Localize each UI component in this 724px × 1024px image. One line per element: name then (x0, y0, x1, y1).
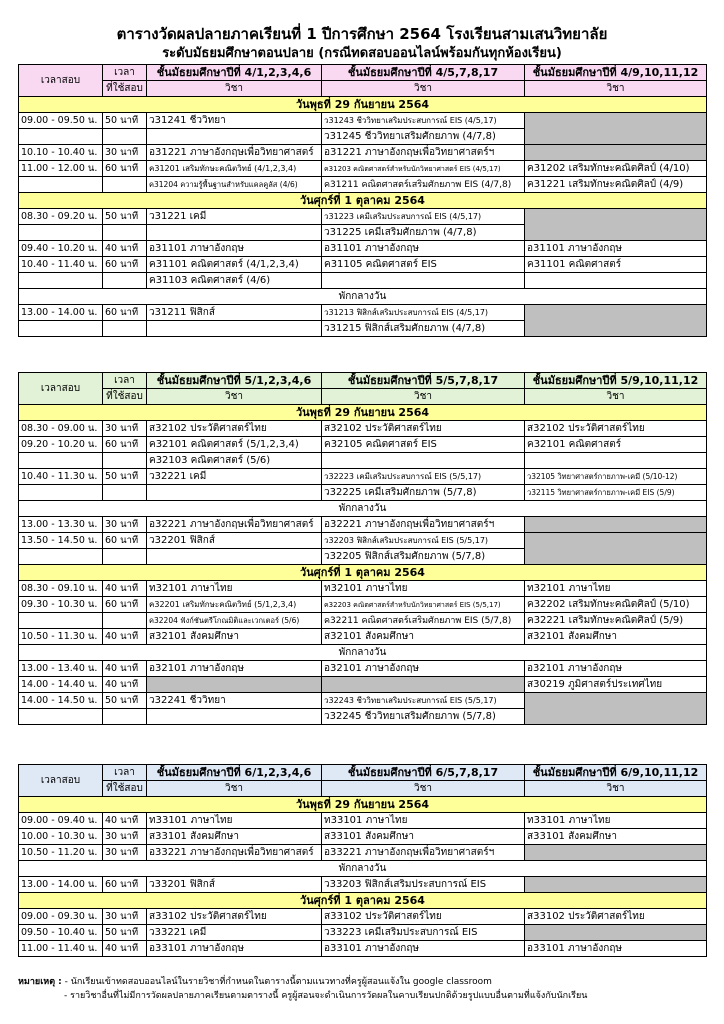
subject-cell: ว31225 เคมีเสริมศักยภาพ (4/7,8) (322, 225, 525, 241)
subject-cell: อ33221 ภาษาอังกฤษเพื่อวิทยาศาสตร์ฯ (322, 845, 525, 861)
exam-time: 08.30 - 09.00 น. (19, 421, 103, 437)
exam-time (19, 129, 103, 145)
subject-cell: ท32101 ภาษาไทย (147, 581, 322, 597)
footnote (18, 975, 587, 1003)
subject-cell: อ33101 ภาษาอังกฤษ (322, 941, 525, 957)
table-row (19, 533, 707, 549)
exam-duration (103, 613, 147, 629)
lunch-break: พักกลางวัน (19, 645, 707, 661)
subject-header: วิชา (525, 81, 707, 97)
subject-cell: ว33221 เคมี (147, 925, 322, 941)
table-row (19, 421, 707, 437)
exam-duration (103, 453, 147, 469)
exam-time (19, 709, 103, 725)
exam-duration: 60 นาที (103, 257, 147, 273)
footnote-line (18, 975, 587, 989)
subject-cell: อ31101 ภาษาอังกฤษ (525, 241, 707, 257)
day-header: วันพุธที่ 29 กันยายน 2564 (19, 405, 707, 421)
exam-duration: 50 นาที (103, 113, 147, 129)
exam-time: 13.00 - 14.00 น. (19, 877, 103, 893)
subject-cell: ส32102 ประวัติศาสตร์ไทย (525, 421, 707, 437)
exam-time: 10.10 - 10.40 น. (19, 145, 103, 161)
table-row (19, 241, 707, 257)
subject-cell: ว32221 เคมี (147, 469, 322, 485)
exam-time: 11.00 - 12.00 น. (19, 161, 103, 177)
subject-cell: ว32105 วิทยาศาสตร์กายภาพ-เคมี (5/10-12) (525, 469, 707, 485)
group-header: ชั้นมัธยมศึกษาปีที่ 4/9,10,11,12 (525, 65, 707, 81)
day-header: วันศุกร์ที่ 1 ตุลาคม 2564 (19, 193, 707, 209)
subject-cell: ว32201 ฟิสิกส์ (147, 533, 322, 549)
table-row (19, 677, 707, 693)
page-subtitle: ระดับมัธยมศึกษาตอนปลาย (กรณีทดสอบออนไลน์พร้อมกันทุกห้องเรียน) (162, 46, 562, 61)
subject-cell: ว31215 ฟิสิกส์เสริมศักยภาพ (4/7,8) (322, 321, 525, 337)
exam-time: 14.00 - 14.50 น. (19, 693, 103, 709)
group-header: ชั้นมัธยมศึกษาปีที่ 5/5,7,8,17 (322, 373, 525, 389)
exam-duration: 40 นาที (103, 241, 147, 257)
exam-time: 13.50 - 14.50 น. (19, 533, 103, 549)
day-header: วันศุกร์ที่ 1 ตุลาคม 2564 (19, 565, 707, 581)
time-header: เวลาสอบ (19, 65, 103, 97)
subject-cell (147, 485, 322, 501)
table-row (19, 437, 707, 453)
subject-cell: ว31241 ชีววิทยา (147, 113, 322, 129)
group-header: ชั้นมัธยมศึกษาปีที่ 6/1,2,3,4,6 (147, 765, 322, 781)
exam-duration (103, 129, 147, 145)
exam-duration (103, 549, 147, 565)
exam-time: 08.30 - 09.20 น. (19, 209, 103, 225)
subject-cell: อ31101 ภาษาอังกฤษ (322, 241, 525, 257)
exam-duration: 40 นาที (103, 581, 147, 597)
blank-cell (525, 145, 707, 161)
duration-header: เวลา (103, 65, 147, 81)
exam-duration (103, 225, 147, 241)
subject-cell: ว31223 เคมีเสริมประสบการณ์ EIS (4/5,17) (322, 209, 525, 225)
exam-time: 08.30 - 09.10 น. (19, 581, 103, 597)
exam-duration: 30 นาที (103, 829, 147, 845)
subject-cell: ว32245 ชีววิทยาเสริมศักยภาพ (5/7,8) (322, 709, 525, 725)
blank-cell (525, 113, 707, 145)
subject-cell: ว33203 ฟิสิกส์เสริมประสบการณ์ EIS (322, 877, 525, 893)
table-row (19, 941, 707, 957)
exam-duration: 50 นาที (103, 209, 147, 225)
exam-time (19, 177, 103, 193)
subject-cell: ค32204 ฟังก์ชันตรีโกณมิติและเวกเตอร์ (5/6) (147, 613, 322, 629)
subject-cell (147, 549, 322, 565)
exam-time (19, 613, 103, 629)
duration-header: ที่ใช้สอบ (103, 389, 147, 405)
exam-duration: 40 นาที (103, 629, 147, 645)
subject-cell: ว31245 ชีววิทยาเสริมศักยภาพ (4/7,8) (322, 129, 525, 145)
subject-cell: อ33101 ภาษาอังกฤษ (525, 941, 707, 957)
subject-cell: ค32211 คณิตศาสตร์เสริมศักยภาพ EIS (5/7,8) (322, 613, 525, 629)
subject-cell: ส33101 สังคมศึกษา (525, 829, 707, 845)
exam-duration: 60 นาที (103, 597, 147, 613)
subject-cell: ค32202 เสริมทักษะคณิตศิลป์ (5/10) (525, 597, 707, 613)
subject-cell: ว32205 ฟิสิกส์เสริมศักยภาพ (5/7,8) (322, 549, 525, 565)
subject-cell: ค32103 คณิตศาสตร์ (5/6) (147, 453, 322, 469)
subject-cell: ส32102 ประวัติศาสตร์ไทย (322, 421, 525, 437)
blank-cell (525, 925, 707, 941)
subject-cell: ส33101 สังคมศึกษา (322, 829, 525, 845)
subject-cell (322, 453, 525, 469)
exam-duration: 30 นาที (103, 517, 147, 533)
exam-time: 10.40 - 11.40 น. (19, 257, 103, 273)
table-row (19, 613, 707, 629)
exam-time: 13.00 - 13.30 น. (19, 517, 103, 533)
exam-duration: 40 นาที (103, 813, 147, 829)
footnote-label: หมายเหตุ : (18, 977, 62, 987)
time-header: เวลาสอบ (19, 373, 103, 405)
subject-cell (147, 709, 322, 725)
subject-cell (147, 225, 322, 241)
exam-duration: 60 นาที (103, 533, 147, 549)
blank-cell (525, 305, 707, 337)
exam-duration: 50 นาที (103, 925, 147, 941)
subject-cell: ส33102 ประวัติศาสตร์ไทย (322, 909, 525, 925)
subject-header: วิชา (525, 389, 707, 405)
subject-cell: ว31243 ชีววิทยาเสริมประสบการณ์ EIS (4/5,17) (322, 113, 525, 129)
exam-duration (103, 321, 147, 337)
subject-cell (147, 129, 322, 145)
exam-time: 09.20 - 10.20 น. (19, 437, 103, 453)
subject-cell: อ33221 ภาษาอังกฤษเพื่อวิทยาศาสตร์ (147, 845, 322, 861)
subject-cell: ส33102 ประวัติศาสตร์ไทย (525, 909, 707, 925)
footnote-text: - นักเรียนเข้าทดสอบออนไลน์ในรายวิชาที่กำหนดในตารางนี้ตามแนวทางที่ครูผู้สอนแจ้งใน google classroom (64, 977, 492, 987)
exam-time: 10.00 - 10.30 น. (19, 829, 103, 845)
subject-cell: ค31202 เสริมทักษะคณิตศิลป์ (4/10) (525, 161, 707, 177)
subject-cell: ว32203 ฟิสิกส์เสริมประสบการณ์ EIS (5/5,17) (322, 533, 525, 549)
subject-cell: ท33101 ภาษาไทย (525, 813, 707, 829)
subject-cell: ค32221 เสริมทักษะคณิตศิลป์ (5/9) (525, 613, 707, 629)
duration-header: ที่ใช้สอบ (103, 81, 147, 97)
subject-cell: ค32201 เสริมทักษะคณิตวิทย์ (5/1,2,3,4) (147, 597, 322, 613)
table-row (19, 661, 707, 677)
subject-header: วิชา (147, 781, 322, 797)
blank-cell (525, 533, 707, 565)
footnote-text: - รายวิชาอื่นที่ไม่มีการวัดผลปลายภาคเรียนตามตารางนี้ ครูผู้สอนจะดำเนินการวัดผลในคาบเรียนปกติด้วยรูปแบบอื่นตามที่แจ้งกับนักเรียน (64, 991, 588, 1001)
exam-duration: 60 นาที (103, 161, 147, 177)
day-header: วันศุกร์ที่ 1 ตุลาคม 2564 (19, 893, 707, 909)
exam-duration: 30 นาที (103, 845, 147, 861)
subject-cell: อ31221 ภาษาอังกฤษเพื่อวิทยาศาสตร์ฯ (322, 145, 525, 161)
exam-duration: 30 นาที (103, 145, 147, 161)
duration-header: ที่ใช้สอบ (103, 781, 147, 797)
subject-cell: ว32225 เคมีเสริมศักยภาพ (5/7,8) (322, 485, 525, 501)
exam-time: 09.50 - 10.40 น. (19, 925, 103, 941)
exam-duration: 30 นาที (103, 909, 147, 925)
table-row (19, 177, 707, 193)
table-row (19, 209, 707, 225)
subject-cell: ส32101 สังคมศึกษา (525, 629, 707, 645)
subject-cell: ค31101 คณิตศาสตร์ (525, 257, 707, 273)
subject-cell: ค31105 คณิตศาสตร์ EIS (322, 257, 525, 273)
timetable-m4 (18, 64, 707, 337)
subject-cell (525, 273, 707, 289)
lunch-break: พักกลางวัน (19, 501, 707, 517)
subject-cell: ค32101 คณิตศาสตร์ (525, 437, 707, 453)
table-row (19, 305, 707, 321)
subject-cell (147, 321, 322, 337)
subject-cell: ส33102 ประวัติศาสตร์ไทย (147, 909, 322, 925)
blank-cell (147, 677, 322, 693)
exam-duration: 30 นาที (103, 421, 147, 437)
subject-cell: อ32221 ภาษาอังกฤษเพื่อวิทยาศาสตร์ (147, 517, 322, 533)
exam-time: 09.00 - 09.40 น. (19, 813, 103, 829)
subject-cell: ส32101 สังคมศึกษา (322, 629, 525, 645)
subject-cell: ว32241 ชีววิทยา (147, 693, 322, 709)
blank-cell (525, 845, 707, 861)
exam-time: 11.00 - 11.40 น. (19, 941, 103, 957)
exam-time: 14.00 - 14.40 น. (19, 677, 103, 693)
group-header: ชั้นมัธยมศึกษาปีที่ 6/9,10,11,12 (525, 765, 707, 781)
exam-duration: 50 นาที (103, 469, 147, 485)
subject-cell: ส32102 ประวัติศาสตร์ไทย (147, 421, 322, 437)
table-row (19, 581, 707, 597)
table-row (19, 925, 707, 941)
blank-cell (322, 677, 525, 693)
group-header: ชั้นมัธยมศึกษาปีที่ 6/5,7,8,17 (322, 765, 525, 781)
subject-cell: ค31221 เสริมทักษะคณิตศิลป์ (4/9) (525, 177, 707, 193)
table-row (19, 453, 707, 469)
subject-cell: อ32101 ภาษาอังกฤษ (525, 661, 707, 677)
subject-cell: อ33101 ภาษาอังกฤษ (147, 941, 322, 957)
subject-cell: ค31203 คณิตศาสตร์สำหรับนักวิทยาศาสตร์ EIS (4/5,17) (322, 161, 525, 177)
table-row (19, 813, 707, 829)
exam-time: 09.00 - 09.30 น. (19, 909, 103, 925)
blank-cell (525, 517, 707, 533)
exam-duration (103, 177, 147, 193)
subject-cell: อ32221 ภาษาอังกฤษเพื่อวิทยาศาสตร์ฯ (322, 517, 525, 533)
subject-cell (322, 273, 525, 289)
exam-duration (103, 709, 147, 725)
page-title: ตารางวัดผลปลายภาคเรียนที่ 1 ปีการศึกษา 2564 โรงเรียนสามเสนวิทยาลัย (116, 25, 608, 43)
table-row (19, 693, 707, 709)
table-row (19, 629, 707, 645)
exam-time: 13.00 - 14.00 น. (19, 305, 103, 321)
exam-time: 13.00 - 13.40 น. (19, 661, 103, 677)
table-row (19, 485, 707, 501)
subject-header: วิชา (147, 81, 322, 97)
table-row (19, 597, 707, 613)
subject-cell: ส33101 สังคมศึกษา (147, 829, 322, 845)
footnote-line (18, 989, 587, 1003)
exam-time: 09.00 - 09.50 น. (19, 113, 103, 129)
subject-cell: ท33101 ภาษาไทย (322, 813, 525, 829)
exam-duration: 60 นาที (103, 437, 147, 453)
timetable-m5 (18, 372, 707, 725)
table-row (19, 877, 707, 893)
blank-cell (525, 693, 707, 725)
subject-cell: ว33201 ฟิสิกส์ (147, 877, 322, 893)
subject-cell: อ31221 ภาษาอังกฤษเพื่อวิทยาศาสตร์ (147, 145, 322, 161)
subject-cell: อ32101 ภาษาอังกฤษ (322, 661, 525, 677)
table-row (19, 829, 707, 845)
time-header: เวลาสอบ (19, 765, 103, 797)
subject-cell: ท32101 ภาษาไทย (525, 581, 707, 597)
lunch-break: พักกลางวัน (19, 289, 707, 305)
subject-header: วิชา (322, 781, 525, 797)
timetable-m6 (18, 764, 707, 957)
subject-header: วิชา (322, 81, 525, 97)
exam-time (19, 453, 103, 469)
subject-cell: ส30219 ภูมิศาสตร์ประเทศไทย (525, 677, 707, 693)
blank-cell (525, 877, 707, 893)
subject-cell: ว31211 ฟิสิกส์ (147, 305, 322, 321)
subject-header: วิชา (322, 389, 525, 405)
subject-cell: ว31221 เคมี (147, 209, 322, 225)
table-row (19, 257, 707, 273)
subject-cell (525, 453, 707, 469)
subject-cell: ท33101 ภาษาไทย (147, 813, 322, 829)
blank-cell (525, 209, 707, 241)
exam-time (19, 485, 103, 501)
subject-cell: ค31103 คณิตศาสตร์ (4/6) (147, 273, 322, 289)
subject-cell: อ32101 ภาษาอังกฤษ (147, 661, 322, 677)
duration-header: เวลา (103, 373, 147, 389)
table-row (19, 845, 707, 861)
exam-duration (103, 485, 147, 501)
group-header: ชั้นมัธยมศึกษาปีที่ 5/1,2,3,4,6 (147, 373, 322, 389)
exam-duration: 40 นาที (103, 941, 147, 957)
subject-header: วิชา (147, 389, 322, 405)
subject-cell: ว32115 วิทยาศาสตร์กายภาพ-เคมี EIS (5/9) (525, 485, 707, 501)
subject-cell: ค32105 คณิตศาสตร์ EIS (322, 437, 525, 453)
day-header: วันพุธที่ 29 กันยายน 2564 (19, 797, 707, 813)
table-row (19, 145, 707, 161)
exam-duration (103, 273, 147, 289)
subject-header: วิชา (525, 781, 707, 797)
header-row (19, 765, 707, 781)
exam-time: 10.50 - 11.30 น. (19, 629, 103, 645)
group-header: ชั้นมัธยมศึกษาปีที่ 5/9,10,11,12 (525, 373, 707, 389)
duration-header: เวลา (103, 765, 147, 781)
subject-cell: ค31101 คณิตศาสตร์ (4/1,2,3,4) (147, 257, 322, 273)
exam-time (19, 225, 103, 241)
subject-cell: ส32101 สังคมศึกษา (147, 629, 322, 645)
table-row (19, 909, 707, 925)
exam-duration: 40 นาที (103, 661, 147, 677)
exam-time: 09.40 - 10.20 น. (19, 241, 103, 257)
subject-cell: ท32101 ภาษาไทย (322, 581, 525, 597)
exam-time: 10.50 - 11.20 น. (19, 845, 103, 861)
subject-cell: ว32223 เคมีเสริมประสบการณ์ EIS (5/5,17) (322, 469, 525, 485)
table-row (19, 469, 707, 485)
subject-cell: ว31213 ฟิสิกส์เสริมประสบการณ์ EIS (4/5,17) (322, 305, 525, 321)
exam-time: 10.40 - 11.30 น. (19, 469, 103, 485)
subject-cell: ค32203 คณิตศาสตร์สำหรับนักวิทยาศาสตร์ EIS (5/5,17) (322, 597, 525, 613)
subject-cell: ว32243 ชีววิทยาเสริมประสบการณ์ EIS (5/5,17) (322, 693, 525, 709)
exam-duration: 60 นาที (103, 305, 147, 321)
subject-cell: ค32101 คณิตศาสตร์ (5/1,2,3,4) (147, 437, 322, 453)
day-header: วันพุธที่ 29 กันยายน 2564 (19, 97, 707, 113)
subject-cell: ค31201 เสริมทักษะคณิตวิทย์ (4/1,2,3,4) (147, 161, 322, 177)
exam-time (19, 321, 103, 337)
subject-cell: ค31204 ความรู้พื้นฐานสำหรับแคลคูลัส (4/6) (147, 177, 322, 193)
header-row (19, 65, 707, 81)
subject-cell: ว33223 เคมีเสริมประสบการณ์ EIS (322, 925, 525, 941)
header-row (19, 373, 707, 389)
table-row (19, 161, 707, 177)
lunch-break: พักกลางวัน (19, 861, 707, 877)
group-header: ชั้นมัธยมศึกษาปีที่ 4/5,7,8,17 (322, 65, 525, 81)
exam-time: 09.30 - 10.30 น. (19, 597, 103, 613)
exam-time (19, 273, 103, 289)
exam-duration: 50 นาที (103, 693, 147, 709)
exam-duration: 40 นาที (103, 677, 147, 693)
table-row (19, 273, 707, 289)
table-row (19, 113, 707, 129)
table-row (19, 517, 707, 533)
exam-time (19, 549, 103, 565)
subject-cell: อ31101 ภาษาอังกฤษ (147, 241, 322, 257)
group-header: ชั้นมัธยมศึกษาปีที่ 4/1,2,3,4,6 (147, 65, 322, 81)
exam-duration: 60 นาที (103, 877, 147, 893)
subject-cell: ค31211 คณิตศาสตร์เสริมศักยภาพ EIS (4/7,8) (322, 177, 525, 193)
